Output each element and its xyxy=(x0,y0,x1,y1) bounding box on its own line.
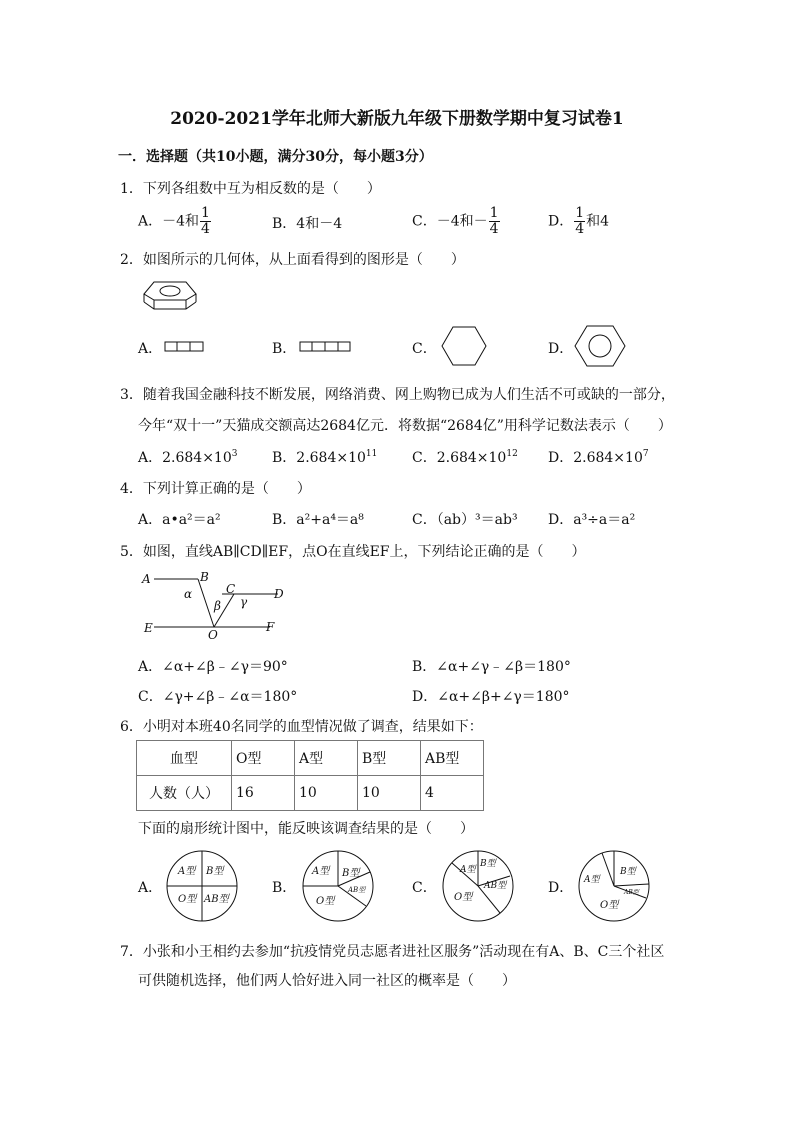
q1-option-a[interactable]: A．－4和 $\frac{1}{4}$ xyxy=(138,205,210,237)
q1-option-c[interactable]: C．－4和－ $\frac{1}{4}$ xyxy=(412,205,499,237)
svg-text:B型: B型 xyxy=(620,867,636,877)
q3-option-a[interactable]: A．$2.684\times 10^3$ xyxy=(138,449,238,466)
q2-option-a-figure xyxy=(164,341,206,353)
q3-option-c[interactable]: C．$2.684\times 10^{12}$ xyxy=(412,449,518,466)
q6-sub-stem: 下面的扇形统计图中，能反映该调查结果的是（ ） xyxy=(138,821,474,837)
svg-text:A型: A型 xyxy=(312,866,330,877)
q4-option-d[interactable]: D．a³÷a＝a² xyxy=(548,512,636,528)
table-header-row: 血型 O型 A型 B型 AB型 xyxy=(137,741,484,776)
q6-option-a[interactable]: A． xyxy=(138,880,163,896)
q4-option-b[interactable]: B．a²+a⁴＝a⁸ xyxy=(272,512,364,528)
svg-text:AB型: AB型 xyxy=(204,894,229,905)
svg-text:AB型: AB型 xyxy=(348,886,366,894)
q6-option-c[interactable]: C． xyxy=(412,880,437,896)
parallel-lines-figure xyxy=(138,568,288,644)
q6-pie-a xyxy=(164,848,240,924)
label-b: B xyxy=(200,570,209,584)
svg-text:B型: B型 xyxy=(206,866,224,877)
svg-text:B型: B型 xyxy=(342,868,360,879)
q6-option-d[interactable]: D． xyxy=(548,880,574,896)
q5-option-b[interactable]: B．∠α+∠γ﹣∠β＝180° xyxy=(412,659,571,675)
label-f: F xyxy=(266,620,275,634)
label-e: E xyxy=(144,621,153,635)
q1-option-d[interactable]: D． $\frac{1}{4}$ 和4 xyxy=(548,205,610,237)
q2-option-a[interactable]: A． xyxy=(138,341,163,357)
svg-text:AB型: AB型 xyxy=(624,889,639,896)
q2-option-d[interactable]: D． xyxy=(548,341,574,357)
svg-text:O型: O型 xyxy=(600,900,619,911)
q2-stem: 2．如图所示的几何体，从上面看得到的图形是（ ） xyxy=(120,252,465,268)
svg-text:A型: A型 xyxy=(584,875,600,885)
q6-pie-b xyxy=(300,848,376,924)
svg-text:B型: B型 xyxy=(480,859,496,869)
page-title: 2020-2021学年北师大新版九年级下册数学期中复习试卷1 xyxy=(170,109,624,129)
q5-option-d[interactable]: D．∠α+∠β+∠γ＝180° xyxy=(412,689,570,705)
q6-stem: 6．小明对本班40名同学的血型情况做了调查，结果如下： xyxy=(120,719,483,735)
q4-stem: 4．下列计算正确的是（ ） xyxy=(120,481,311,497)
q2-option-c[interactable]: C． xyxy=(412,341,437,357)
svg-text:O型: O型 xyxy=(454,892,473,903)
section-heading: 一．选择题（共10小题，满分30分，每小题3分） xyxy=(118,149,433,165)
q2-option-b-figure xyxy=(299,341,353,353)
q2-option-b[interactable]: B． xyxy=(272,341,297,357)
label-beta: β xyxy=(214,599,221,613)
q6-option-b[interactable]: B． xyxy=(272,880,297,896)
q3-line2: 今年“双十一”天猫成交额高达2684亿元．将数据“2684亿”用科学记数法表示（ ） xyxy=(138,418,672,434)
svg-text:O型: O型 xyxy=(316,896,335,907)
q3-line1: 3．随着我国金融科技不断发展，网络消费、网上购物已成为人们生活不可或缺的一部分， xyxy=(120,387,675,403)
q5-stem: 5．如图，直线AB∥CD∥EF，点O在直线EF上，下列结论正确的是（ ） xyxy=(120,544,586,560)
q5-option-c[interactable]: C．∠γ+∠β﹣∠α＝180° xyxy=(138,689,298,705)
q6-pie-d xyxy=(576,848,652,924)
q3-option-d[interactable]: D．$2.684\times 10^7$ xyxy=(548,449,649,466)
q5-option-a[interactable]: A．∠α+∠β﹣∠γ＝90° xyxy=(138,659,288,675)
label-alpha: α xyxy=(184,587,193,601)
label-gamma: γ xyxy=(240,595,248,609)
table-row: 人数（人） 16 10 10 4 xyxy=(137,776,484,811)
label-c: C xyxy=(226,582,236,596)
q7-line2: 可供随机选择，他们两人恰好进入同一社区的概率是（ ） xyxy=(138,973,516,989)
q2-option-c-hexagon xyxy=(440,325,488,367)
hex-nut-solid-figure xyxy=(140,276,202,314)
label-d: D xyxy=(274,587,284,601)
svg-text:A型: A型 xyxy=(460,865,476,875)
svg-text:O型: O型 xyxy=(178,894,197,905)
q2-option-d-hexagon-circle xyxy=(573,324,627,368)
blood-type-table xyxy=(136,740,484,811)
q1-option-b[interactable]: B．4和－4 xyxy=(272,216,343,232)
q3-option-b[interactable]: B．$2.684\times 10^{11}$ xyxy=(272,449,378,466)
label-o: O xyxy=(208,628,218,642)
q6-pie-c xyxy=(440,848,516,924)
svg-text:AB型: AB型 xyxy=(484,881,507,891)
q7-line1: 7．小张和小王相约去参加“抗疫情党员志愿者进社区服务”活动现在有A、B、C三个社区 xyxy=(120,944,665,960)
svg-text:A型: A型 xyxy=(178,866,196,877)
label-a: A xyxy=(142,572,151,586)
q4-option-a[interactable]: A．a•a²＝a² xyxy=(138,512,221,528)
q1-stem: 1．下列各组数中互为相反数的是（ ） xyxy=(120,181,381,197)
q4-option-c[interactable]: C．（ab）³＝ab³ xyxy=(412,512,518,528)
